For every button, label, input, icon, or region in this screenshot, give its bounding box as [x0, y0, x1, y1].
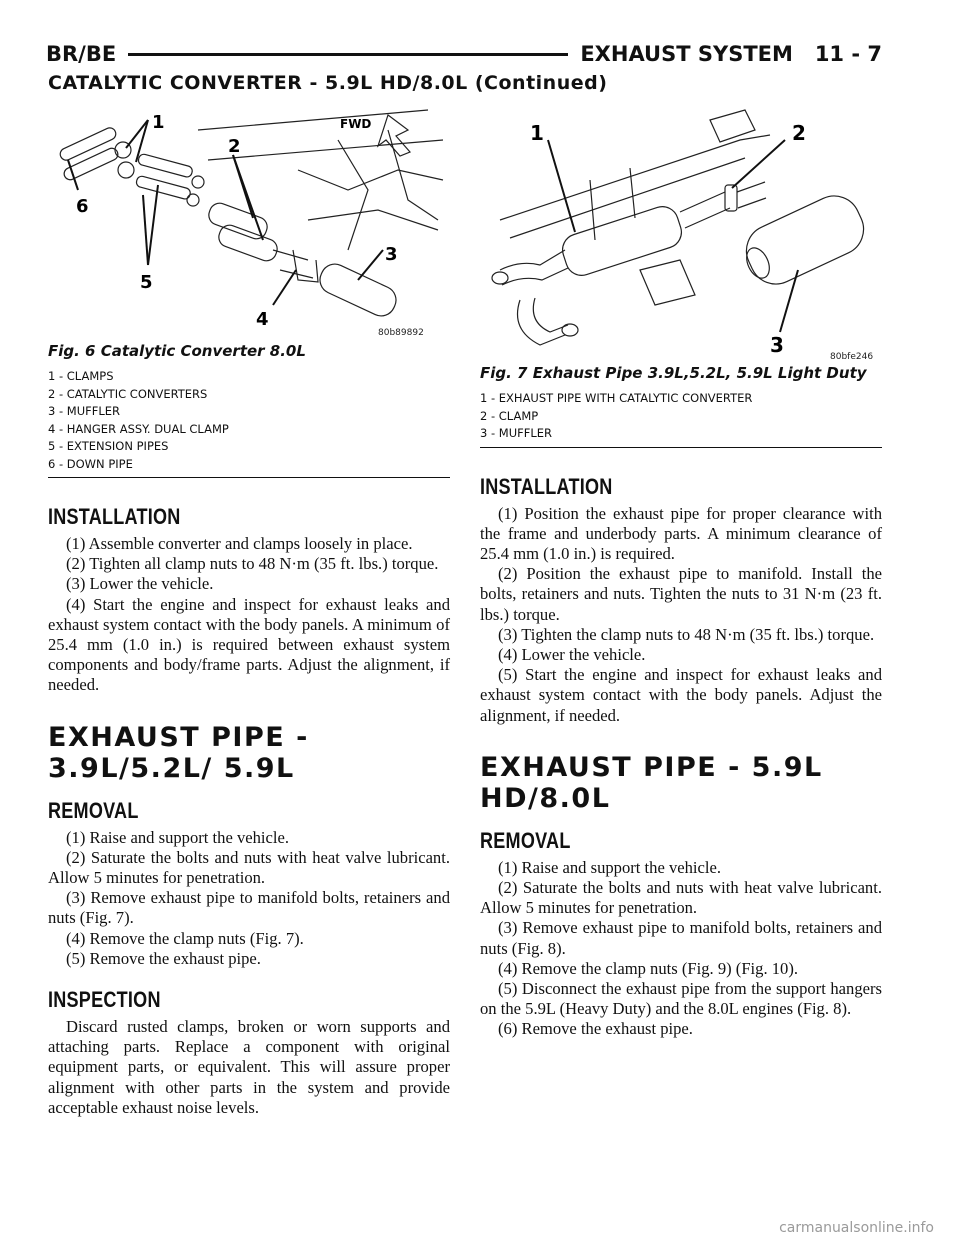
- fig6-callout-4: 4: [256, 309, 269, 330]
- figure-7-caption: Fig. 7 Exhaust Pipe 3.9L,5.2L, 5.9L Light Duty: [480, 364, 867, 382]
- exhaust-pipe-light-duty-drawing: [480, 100, 880, 362]
- paragraph: (2) Position the exhaust pipe to manifold. Install the bolts, retainers and nuts. Tighten the nuts to 31 N·m (23 ft. lbs.) torque.: [480, 564, 882, 624]
- legend-item: 4 - HANGER ASSY. DUAL CLAMP: [48, 421, 229, 436]
- legend-item: 1 - CLAMPS: [48, 369, 114, 383]
- site-watermark: carmanualsonline.info: [779, 1220, 934, 1236]
- paragraph: (4) Remove the clamp nuts (Fig. 9) (Fig. 10).: [498, 958, 799, 978]
- paragraph: (3) Remove exhaust pipe to manifold bolts, retainers and nuts (Fig. 8).: [480, 918, 882, 958]
- legend-item: 2 - CLAMP: [480, 408, 539, 423]
- legend-item: 6 - DOWN PIPE: [48, 456, 133, 471]
- section-title-exhaust-pipe-3-9-5-2-5-9: EXHAUST PIPE - 3.9L/5.2L/ 5.9L: [48, 721, 309, 784]
- figure-6-caption: Fig. 6 Catalytic Converter 8.0L: [48, 342, 306, 360]
- paragraph: (2) Saturate the bolts and nuts with heat valve lubricant. Allow 5 minutes for penetration.: [480, 877, 882, 918]
- page-header: [46, 40, 882, 68]
- paragraph: (5) Disconnect the exhaust pipe from the support hangers on the 5.9L (Heavy Duty) and the 8.0L engines (Fig. 8).: [480, 978, 882, 1019]
- right-column: [480, 100, 882, 1040]
- installation-heading-right: INSTALLATION: [480, 473, 613, 499]
- paragraph: (5) Remove the exhaust pipe.: [66, 948, 261, 968]
- figure-7-image-code: 80bfe246: [830, 352, 874, 362]
- fig6-callout-5: 5: [140, 272, 153, 293]
- paragraph: (1) Position the exhaust pipe for proper clearance with the frame and underbody parts. A minimum clearance of 25.4 mm (1.0 in.) is required.: [480, 503, 882, 563]
- installation-heading-left: INSTALLATION: [48, 504, 181, 529]
- legend-item: 5 - EXTENSION PIPES: [48, 439, 169, 453]
- legend-item: 1 - EXHAUST PIPE WITH CATALYTIC CONVERTER: [480, 391, 753, 405]
- paragraph: (6) Remove the exhaust pipe.: [498, 1019, 693, 1039]
- header-model: BR/BE: [46, 42, 117, 66]
- page-subtitle: CATALYTIC CONVERTER - 5.9L HD/8.0L (Continued): [48, 72, 608, 94]
- figure-6-legend: [48, 368, 450, 478]
- paragraph: (2) Saturate the bolts and nuts with heat valve lubricant. Allow 5 minutes for penetration.: [48, 847, 450, 888]
- paragraph: (4) Remove the clamp nuts (Fig. 7).: [66, 928, 304, 948]
- fig7-callout-1: 1: [530, 121, 544, 145]
- paragraph: (5) Start the engine and inspect for exhaust leaks and exhaust system contact with the body panels. Adjust the alignment, if needed.: [480, 665, 882, 725]
- fwd-label: FWD: [340, 117, 372, 131]
- figure-6-illustration: [48, 100, 448, 340]
- paragraph: (1) Raise and support the vehicle.: [66, 827, 290, 847]
- figure-7-legend: [480, 390, 882, 448]
- removal-heading-right: REMOVAL: [480, 827, 571, 853]
- paragraph: Discard rusted clamps, broken or worn supports and attaching parts. Replace a component with original equipment parts, or equivalent. This will assure proper alignment with other parts in the system and provide acceptable exhaust noise levels.: [48, 1017, 450, 1117]
- fig6-callout-3: 3: [385, 244, 398, 265]
- fig6-callout-6: 6: [76, 196, 89, 217]
- removal-heading-left: REMOVAL: [48, 797, 139, 823]
- left-column: [48, 100, 450, 1118]
- paragraph: (4) Start the engine and inspect for exhaust leaks and exhaust system contact with the body panels. A minimum of 25.4 mm (1.0 in.) is required between exhaust system components and body/frame parts. Adjust the alignment, if needed.: [48, 594, 450, 695]
- legend-item: 3 - MUFFLER: [480, 426, 553, 440]
- fig6-callout-1: 1: [152, 112, 165, 133]
- fig6-callout-2: 2: [228, 136, 241, 157]
- paragraph: (3) Tighten the clamp nuts to 48 N·m (35 ft. lbs.) torque.: [498, 624, 875, 644]
- fig7-callout-2: 2: [792, 121, 806, 145]
- catalytic-converter-8-0l-drawing: [48, 100, 448, 340]
- figure-7-illustration: [480, 100, 880, 362]
- paragraph: (2) Tighten all clamp nuts to 48 N·m (35 ft. lbs.) torque.: [66, 554, 439, 574]
- paragraph: (3) Lower the vehicle.: [66, 574, 214, 594]
- paragraph: (3) Remove exhaust pipe to manifold bolts, retainers and nuts (Fig. 7).: [48, 888, 450, 928]
- inspection-heading: INSPECTION: [48, 987, 161, 1013]
- figure-6-image-code: 80b89892: [378, 328, 424, 338]
- legend-item: 3 - MUFFLER: [48, 404, 121, 418]
- section-title-exhaust-pipe-5-9-hd-8-0: EXHAUST PIPE - 5.9L HD/8.0L: [480, 751, 823, 814]
- header-rule: [128, 53, 568, 56]
- fig7-callout-3: 3: [770, 333, 784, 357]
- paragraph: (4) Lower the vehicle.: [498, 644, 646, 664]
- header-section-page: EXHAUST SYSTEM 11 - 7: [580, 42, 882, 66]
- paragraph: (1) Assemble converter and clamps loosely in place.: [66, 534, 413, 553]
- legend-item: 2 - CATALYTIC CONVERTERS: [48, 386, 208, 401]
- paragraph: (1) Raise and support the vehicle.: [498, 857, 722, 877]
